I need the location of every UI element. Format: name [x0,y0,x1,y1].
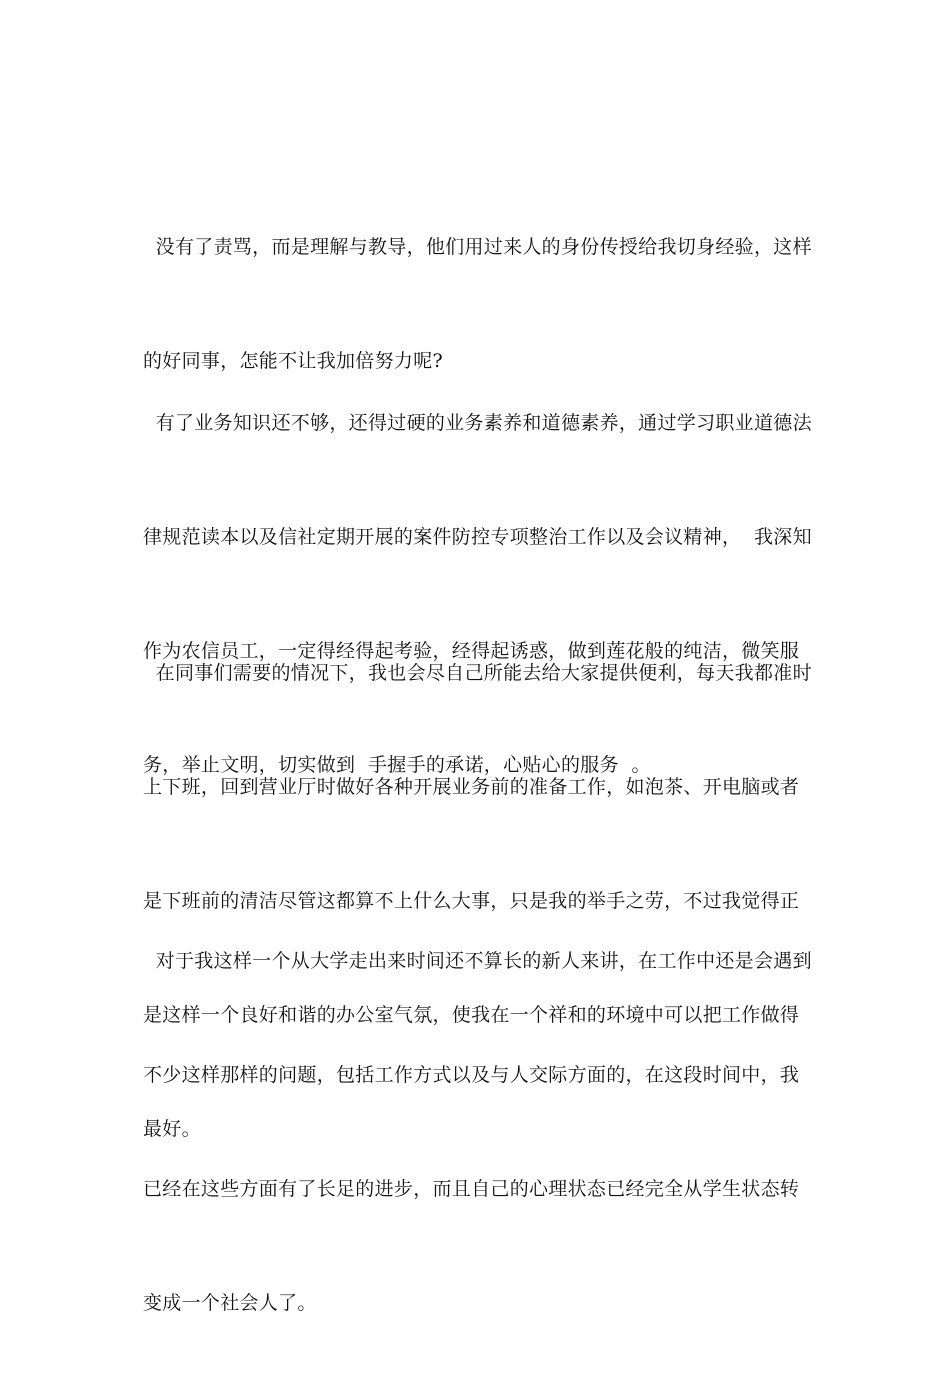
paragraph-line: 是下班前的清洁尽管这都算不上什么大事，只是我的举手之劳，不过我觉得正 [143,890,800,912]
paragraph-line: 是这样一个良好和谐的办公室气氛，使我在一个祥和的环境中可以把工作做得 [143,1004,800,1026]
paragraph-line: 最好。 [143,1118,201,1140]
paragraph-line: 不少这样那样的问题，包括工作方式以及与人交际方面的，在这段时间中，我 [143,1064,800,1086]
paragraph-line: 没有了责骂，而是理解与教导，他们用过来人的身份传授给我切身经验，这样 [143,236,812,258]
paragraph-line: 在同事们需要的情况下，我也会尽自己所能去给大家提供便利，每天我都准时 [143,662,812,684]
paragraph-line: 作为农信员工，一定得经得起考验，经得起诱惑，做到莲花般的纯洁，微笑服 [143,640,800,662]
paragraph-line: 已经在这些方面有了长足的进步，而且自己的心理状态已经完全从学生状态转 [143,1178,800,1200]
paragraph-line: 律规范读本以及信社定期开展的案件防控专项整治工作以及会议精神， 我深知 [143,526,812,548]
paragraph-4 [143,866,813,1398]
paragraph-line: 务，举止文明，切实做到 手握手的承诺，心贴心的服务 。 [143,754,651,776]
paragraph-line: 上下班，回到营业厅时做好各种开展业务前的准备工作，如泡茶、开电脑或者 [143,776,800,798]
paragraph-line: 变成一个社会人了。 [143,1292,317,1314]
paragraph-line: 的好同事，怎能不让我加倍努力呢? [143,350,443,372]
paragraph-line: 有了业务知识还不够，还得过硬的业务素养和道德素养，通过学习职业道德法 [143,412,812,434]
paragraph-line: 对于我这样一个从大学走出来时间还不算长的新人来讲，在工作中还是会遇到 [143,950,812,972]
